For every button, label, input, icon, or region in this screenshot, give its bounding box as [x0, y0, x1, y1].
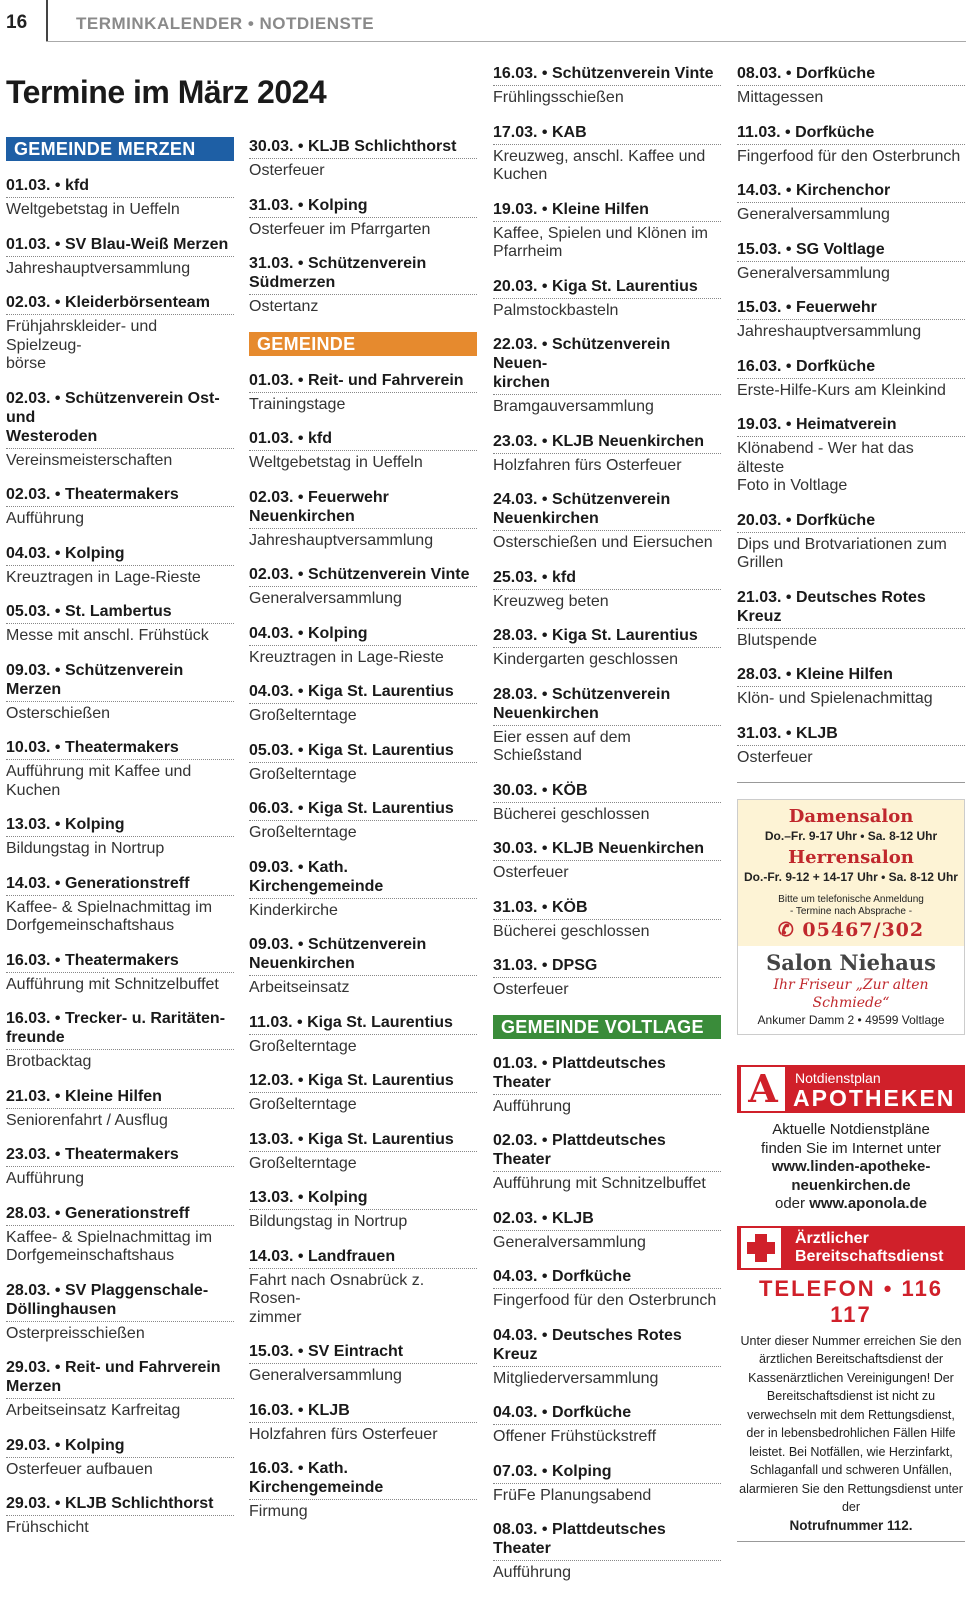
event-description: Mittagessen: [737, 89, 824, 106]
event-item: [737, 181, 965, 225]
event-title: 01.03. • Plattdeutsches Theater: [493, 1054, 721, 1095]
event-title: 06.03. • Kiga St. Laurentius: [249, 799, 477, 821]
event-list-neuenkirchen: [249, 371, 477, 1522]
event-item: [249, 429, 477, 473]
ad-note-1: Bitte um telefonische Anmeldung: [778, 894, 924, 905]
event-item: [493, 1209, 721, 1253]
column-2: [249, 137, 477, 1537]
event-item: [6, 544, 234, 588]
event-description: Kaffee- & Spielnachmittag im Dorfgemeinschaftshaus: [6, 1228, 213, 1264]
event-title: 02.03. • Kleiderbörsenteam: [6, 293, 234, 315]
page-number: 16: [6, 12, 28, 33]
event-description: Kindergarten geschlossen: [493, 651, 679, 668]
event-title: 04.03. • Dorfküche: [493, 1403, 721, 1425]
event-title: 09.03. • Schützenverein Neuenkirchen: [249, 935, 477, 976]
event-item: [6, 235, 234, 279]
event-title: 22.03. • Schützenverein Neuen- kirchen: [493, 335, 721, 395]
apotheken-or: oder: [775, 1195, 810, 1212]
event-title: 09.03. • Kath. Kirchengemeinde: [249, 858, 477, 899]
event-title: 13.03. • Kolping: [6, 815, 234, 837]
event-item: [493, 335, 721, 417]
arzt-info-text: Unter dieser Nummer erreichen Sie den ärztlichen Bereitschaftsdienst der Kassenärztlichen Vereinigungen! Der Bereitschaftsdienst ist nicht zu verwechseln mit dem Rettungsdienst, der in lebensbedrohlichen Fällen Hilfe leistet. Bei Notfällen, wie Herzinfarkt, Schlaganfall und schweren Unfällen, alarmieren Sie den Rettungsdienst unter der: [739, 1333, 963, 1514]
event-item: [249, 935, 477, 998]
event-item: [6, 602, 234, 646]
event-item: [249, 682, 477, 726]
page-title: Termine im März 2024: [6, 74, 327, 110]
event-description: Bramgauversammlung: [493, 398, 654, 415]
event-title: 16.03. • KLJB: [249, 1401, 477, 1423]
apotheken-info: [737, 1113, 965, 1214]
ad-salon-name: Salon Niehaus: [766, 950, 936, 975]
event-title: 02.03. • Schützenverein Ost- und Westeroden: [6, 389, 234, 449]
event-description: Aufführung: [493, 1564, 571, 1581]
event-title: 13.03. • Kolping: [249, 1188, 477, 1210]
header-title: TERMINKALENDER • NOTDIENSTE: [76, 14, 375, 33]
event-item: [493, 956, 721, 1000]
event-description: Fingerfood für den Osterbrunch: [493, 1292, 717, 1309]
event-description: Trainingstage: [249, 395, 346, 413]
event-item: [249, 371, 477, 415]
event-item: [249, 488, 477, 551]
event-title: 07.03. • Kolping: [493, 1462, 721, 1484]
event-title: 15.03. • SG Voltlage: [737, 240, 965, 262]
event-item: [493, 898, 721, 942]
event-item: [249, 1459, 477, 1522]
event-item: [737, 298, 965, 342]
ad-herren-hours: Do.-Fr. 9-12 + 14-17 Uhr • Sa. 8-12 Uhr: [744, 870, 958, 884]
event-item: [249, 137, 477, 181]
ad-address: Ankumer Damm 2 • 49599 Voltlage: [757, 1013, 945, 1027]
event-title: 02.03. • Plattdeutsches Theater: [493, 1131, 721, 1172]
event-title: 17.03. • KAB: [493, 123, 721, 145]
event-title: 25.03. • kfd: [493, 568, 721, 590]
event-description: Jahreshauptversammlung: [6, 259, 191, 277]
apotheken-title: APOTHEKEN: [793, 1085, 956, 1111]
aerztlicher-bereitschaftsdienst: [737, 1226, 965, 1543]
event-description: Holzfahren fürs Osterfeuer: [493, 456, 682, 474]
ad-damen-title: Damensalon: [788, 806, 914, 827]
bottom-rule: [737, 1541, 965, 1542]
ad-salon-block: [738, 946, 964, 1034]
red-cross-icon: [741, 1228, 781, 1268]
event-description: Generalversammlung: [737, 206, 890, 223]
event-item: [493, 1131, 721, 1194]
ad-note-2: - Termine nach Absprache -: [789, 906, 913, 917]
event-title: 21.03. • Deutsches Rotes Kreuz: [737, 588, 965, 629]
event-description: Klön- und Spielenachmittag: [737, 690, 933, 707]
event-title: 31.03. • KLJB: [737, 724, 965, 746]
event-description: Generalversammlung: [249, 590, 402, 607]
event-title: 02.03. • KLJB: [493, 1209, 721, 1231]
event-description: Osterfeuer: [249, 162, 325, 179]
event-title: 05.03. • St. Lambertus: [6, 602, 234, 624]
ad-phone-block: [738, 892, 964, 946]
event-description: Osterfeuer: [493, 864, 569, 881]
event-item: [6, 1436, 234, 1480]
event-description: Aufführung mit Schnitzelbuffet: [493, 1175, 706, 1192]
page-header: [0, 0, 970, 44]
event-description: Ostertanz: [249, 298, 319, 315]
event-title: 30.03. • KLJB Schlichthorst: [249, 137, 477, 159]
column-4: [737, 64, 965, 1542]
event-list-merzen-cont: [249, 137, 477, 317]
event-description: Großelterntage: [249, 1037, 357, 1055]
event-title: 30.03. • KLJB Neuenkirchen: [493, 839, 721, 861]
event-item: [493, 123, 721, 185]
event-title: 19.03. • Kleine Hilfen: [493, 200, 721, 222]
event-title: 21.03. • Kleine Hilfen: [6, 1087, 234, 1109]
event-item: [6, 389, 234, 471]
header-divider: [46, 0, 48, 42]
phone-icon: ✆: [777, 919, 803, 941]
event-item: [493, 1267, 721, 1311]
event-item: [493, 64, 721, 108]
event-description: Bildungstag in Nortrup: [249, 1213, 408, 1230]
event-title: 10.03. • Theatermakers: [6, 738, 234, 760]
event-item: [493, 839, 721, 883]
event-item: [249, 1071, 477, 1115]
event-list-merzen: [6, 176, 234, 1538]
arzt-telephone: TELEFON • 116 117: [758, 1275, 944, 1327]
event-title: 13.03. • Kiga St. Laurentius: [249, 1130, 477, 1152]
event-item: [737, 588, 965, 651]
event-item: [737, 511, 965, 573]
apotheken-line-2: finden Sie im Internet unter: [760, 1139, 942, 1157]
arzt-emergency-number: Notrufnummer 112.: [789, 1517, 913, 1533]
event-item: [249, 254, 477, 317]
event-description: Osterschießen und Eiersuchen: [493, 534, 713, 551]
event-title: 04.03. • Kolping: [249, 624, 477, 646]
event-title: 29.03. • Kolping: [6, 1436, 234, 1458]
arzt-title: [795, 1230, 944, 1266]
event-item: [6, 1494, 234, 1538]
event-description: Mitgliederversammlung: [493, 1369, 659, 1387]
column-1: [6, 137, 234, 1553]
event-description: Brotbacktag: [6, 1053, 92, 1070]
event-item: [6, 176, 234, 220]
event-item: [249, 799, 477, 843]
event-item: [737, 123, 965, 167]
event-item: [493, 1520, 721, 1583]
event-item: [493, 1054, 721, 1117]
event-title: 29.03. • KLJB Schlichthorst: [6, 1494, 234, 1516]
column-divider: [737, 782, 965, 783]
event-item: [737, 724, 965, 768]
event-item: [737, 240, 965, 284]
event-description: Osterschießen: [6, 704, 111, 722]
event-title: 04.03. • Deutsches Rotes Kreuz: [493, 1326, 721, 1367]
event-item: [493, 626, 721, 670]
event-description: Aufführung mit Kaffee und Kuchen: [6, 763, 192, 799]
event-description: Generalversammlung: [493, 1233, 646, 1251]
event-description: Firmung: [249, 1503, 308, 1520]
event-item: [249, 1247, 477, 1328]
event-description: Palmstockbasteln: [493, 301, 619, 319]
event-item: [249, 565, 477, 609]
apotheken-subtitle: Notdienstplan: [795, 1070, 881, 1086]
event-item: [6, 1009, 234, 1072]
event-description: Frühschicht: [6, 1519, 89, 1536]
event-description: Erste-Hilfe-Kurs am Kleinkind: [737, 381, 946, 399]
event-title: 02.03. • Schützenverein Vinte: [249, 565, 477, 587]
arzt-title-line-2: Bereitschaftsdienst: [795, 1247, 944, 1265]
event-item: [249, 1013, 477, 1057]
event-title: 16.03. • Theatermakers: [6, 951, 234, 973]
event-title: 12.03. • Kiga St. Laurentius: [249, 1071, 477, 1093]
event-title: 05.03. • Kiga St. Laurentius: [249, 741, 477, 763]
arzt-banner: [737, 1226, 965, 1270]
event-title: 31.03. • KÖB: [493, 898, 721, 920]
ad-slogan: Ihr Friseur „Zur alten Schmiede“: [773, 977, 929, 1011]
event-description: Bildungstag in Nortrup: [6, 840, 165, 857]
event-description: Frühjahrskleider- und Spielzeug- börse: [6, 318, 158, 372]
event-item: [6, 1281, 234, 1344]
event-title: 28.03. • Generationstreff: [6, 1204, 234, 1226]
arzt-title-line-1: Ärztlicher: [795, 1229, 869, 1247]
event-item: [6, 951, 234, 995]
event-description: Großelterntage: [249, 707, 357, 724]
event-description: Kreuztragen in Lage-Rieste: [249, 648, 444, 666]
event-item: [737, 665, 965, 709]
event-item: [493, 1403, 721, 1447]
event-description: Messe mit anschl. Frühstück: [6, 627, 209, 644]
event-list-voltlage-cont: [737, 64, 965, 767]
event-title: 14.03. • Generationstreff: [6, 874, 234, 896]
apotheken-notdienst: [737, 1065, 965, 1214]
salon-advertisement: [737, 799, 965, 1035]
event-description: Bücherei geschlossen: [493, 805, 650, 823]
event-item: [493, 685, 721, 766]
event-description: Kaffee, Spielen und Klönen im Pfarrheim: [493, 224, 708, 260]
event-description: Weltgebetstag in Ueffeln: [249, 454, 423, 471]
event-item: [737, 357, 965, 401]
event-description: Osterpreisschießen: [6, 1324, 145, 1342]
event-item: [249, 196, 477, 240]
event-item: [249, 1401, 477, 1445]
event-description: Osterfeuer: [737, 748, 813, 766]
event-item: [6, 738, 234, 800]
apotheken-link-2[interactable]: www.aponola.de: [809, 1195, 927, 1212]
event-description: Jahreshauptversammlung: [249, 531, 434, 549]
event-title: 30.03. • KÖB: [493, 781, 721, 803]
event-description: Großelterntage: [249, 824, 357, 841]
section-header-merzen: GEMEINDE MERZEN: [6, 137, 234, 161]
event-title: 24.03. • Schützenverein Neuenkirchen: [493, 490, 721, 531]
event-item: [249, 624, 477, 668]
event-item: [493, 200, 721, 262]
event-title: 28.03. • Kiga St. Laurentius: [493, 626, 721, 648]
event-description: Großelterntage: [249, 1154, 357, 1172]
event-title: 15.03. • SV Eintracht: [249, 1342, 477, 1364]
event-item: [249, 1342, 477, 1386]
event-title: 20.03. • Kiga St. Laurentius: [493, 277, 721, 299]
event-title: 11.03. • Kiga St. Laurentius: [249, 1013, 477, 1035]
event-description: Fingerfood für den Osterbrunch: [737, 147, 961, 165]
event-description: Osterfeuer im Pfarrgarten: [249, 220, 431, 238]
event-title: 16.03. • Trecker- u. Raritäten- freunde: [6, 1009, 234, 1050]
event-description: Kaffee- & Spielnachmittag im Dorfgemeinschaftshaus: [6, 898, 213, 934]
event-description: Fahrt nach Osnabrück z. Rosen- zimmer: [249, 1271, 425, 1326]
event-title: 31.03. • Kolping: [249, 196, 477, 218]
event-item: [249, 1130, 477, 1174]
ad-phone-number: [742, 918, 960, 942]
event-title: 01.03. • SV Blau-Weiß Merzen: [6, 235, 234, 257]
event-description: Großelterntage: [249, 1096, 357, 1113]
event-title: 04.03. • Kiga St. Laurentius: [249, 682, 477, 704]
event-title: 14.03. • Landfrauen: [249, 1247, 477, 1269]
event-description: Vereinsmeisterschaften: [6, 451, 173, 469]
event-description: FrüFe Planungsabend: [493, 1486, 652, 1504]
event-description: Kreuzweg, anschl. Kaffee und Kuchen: [493, 147, 706, 183]
event-item: [493, 1326, 721, 1389]
event-title: 29.03. • Reit- und Fahrverein Merzen: [6, 1358, 234, 1399]
event-item: [6, 485, 234, 529]
event-title: 08.03. • Plattdeutsches Theater: [493, 1520, 721, 1561]
event-description: Aufführung: [493, 1097, 571, 1115]
event-title: 23.03. • Theatermakers: [6, 1145, 234, 1167]
event-item: [493, 490, 721, 553]
event-item: [493, 1462, 721, 1506]
event-description: Blutspende: [737, 631, 818, 649]
event-description: Osterfeuer: [493, 981, 569, 998]
event-title: 31.03. • DPSG: [493, 956, 721, 978]
event-item: [6, 1145, 234, 1189]
event-title: 20.03. • Dorfküche: [737, 511, 965, 533]
apotheke-logo-icon: A: [741, 1067, 785, 1111]
event-description: Kreuztragen in Lage-Rieste: [6, 568, 201, 586]
event-item: [6, 293, 234, 374]
event-title: 28.03. • Kleine Hilfen: [737, 665, 965, 687]
event-description: Generalversammlung: [249, 1367, 402, 1384]
event-item: [6, 661, 234, 724]
event-title: 19.03. • Heimatverein: [737, 415, 965, 437]
arzt-info: [737, 1328, 965, 1536]
apotheken-link-1b[interactable]: neuenkirchen.de: [791, 1176, 911, 1194]
event-description: Holzfahren fürs Osterfeuer: [249, 1425, 438, 1443]
event-description: Frühlingsschießen: [493, 89, 624, 106]
event-description: Offener Frühstückstreff: [493, 1428, 657, 1445]
event-description: Weltgebetstag in Ueffeln: [6, 201, 180, 218]
ad-herren-title: Herrensalon: [788, 847, 914, 868]
event-description: Osterfeuer aufbauen: [6, 1460, 153, 1478]
event-item: [493, 568, 721, 612]
event-description: Aufführung: [6, 510, 84, 527]
event-item: [493, 781, 721, 825]
event-title: 15.03. • Feuerwehr: [737, 298, 965, 320]
event-item: [493, 432, 721, 476]
apotheken-link-1[interactable]: www.linden-apotheke-: [771, 1158, 931, 1175]
event-item: [249, 858, 477, 921]
ad-phone-text: 05467/302: [802, 919, 925, 941]
event-title: 28.03. • Schützenverein Neuenkirchen: [493, 685, 721, 726]
event-title: 31.03. • Schützenverein Südmerzen: [249, 254, 477, 295]
event-description: Bücherei geschlossen: [493, 922, 650, 940]
event-list-voltlage: [493, 1054, 721, 1583]
event-title: 16.03. • Kath. Kirchengemeinde: [249, 1459, 477, 1500]
event-title: 14.03. • Kirchenchor: [737, 181, 965, 203]
event-description: Großelterntage: [249, 765, 357, 783]
event-description: Aufführung mit Schnitzelbuffet: [6, 975, 219, 993]
event-item: [493, 277, 721, 321]
event-title: 02.03. • Theatermakers: [6, 485, 234, 507]
event-item: [6, 1087, 234, 1131]
event-item: [6, 1358, 234, 1421]
event-description: Arbeitseinsatz Karfreitag: [6, 1402, 181, 1419]
event-item: [737, 415, 965, 496]
event-title: 04.03. • Kolping: [6, 544, 234, 566]
event-title: 11.03. • Dorfküche: [737, 123, 965, 145]
event-title: 16.03. • Schützenverein Vinte: [493, 64, 721, 86]
column-3: [493, 64, 721, 1598]
apotheken-banner: [737, 1065, 965, 1113]
event-description: Klönabend - Wer hat das älteste Foto in Voltlage: [737, 440, 914, 494]
event-title: 16.03. • Dorfküche: [737, 357, 965, 379]
event-description: Seniorenfahrt / Ausflug: [6, 1111, 168, 1129]
event-description: Dips und Brotvariationen zum Grillen: [737, 535, 947, 571]
event-title: 02.03. • Feuerwehr Neuenkirchen: [249, 488, 477, 529]
event-item: [737, 64, 965, 108]
event-title: 04.03. • Dorfküche: [493, 1267, 721, 1289]
event-title: 01.03. • Reit- und Fahrverein: [249, 371, 477, 393]
event-title: 23.03. • KLJB Neuenkirchen: [493, 432, 721, 454]
event-description: Aufführung: [6, 1170, 84, 1187]
event-title: 01.03. • kfd: [249, 429, 477, 451]
ad-damen-hours: Do.–Fr. 9-17 Uhr • Sa. 8-12 Uhr: [764, 829, 938, 843]
section-header-voltlage: GEMEINDE VOLTLAGE: [493, 1015, 721, 1039]
event-description: Kinderkirche: [249, 901, 338, 919]
header-rule: [46, 41, 966, 42]
ad-damensalon: [738, 800, 964, 892]
event-description: Eier essen auf dem Schießstand: [493, 728, 631, 764]
event-item: [249, 1188, 477, 1232]
event-description: Arbeitseinsatz: [249, 979, 350, 996]
event-title: 01.03. • kfd: [6, 176, 234, 198]
event-description: Jahreshauptversammlung: [737, 323, 922, 340]
event-title: 08.03. • Dorfküche: [737, 64, 965, 86]
event-item: [6, 815, 234, 859]
event-item: [6, 1204, 234, 1266]
event-list-neuenkirchen-cont: [493, 64, 721, 1000]
event-title: 09.03. • Schützenverein Merzen: [6, 661, 234, 702]
event-description: Generalversammlung: [737, 264, 890, 282]
event-description: Kreuzweg beten: [493, 592, 609, 610]
event-item: [249, 741, 477, 785]
section-header-neuenkirchen: GEMEINDE NEUENKIRCHEN: [249, 332, 477, 356]
apotheken-line-1: Aktuelle Notdienstpläne: [772, 1121, 930, 1138]
event-title: 28.03. • SV Plaggenschale- Döllinghausen: [6, 1281, 234, 1322]
event-item: [6, 874, 234, 936]
